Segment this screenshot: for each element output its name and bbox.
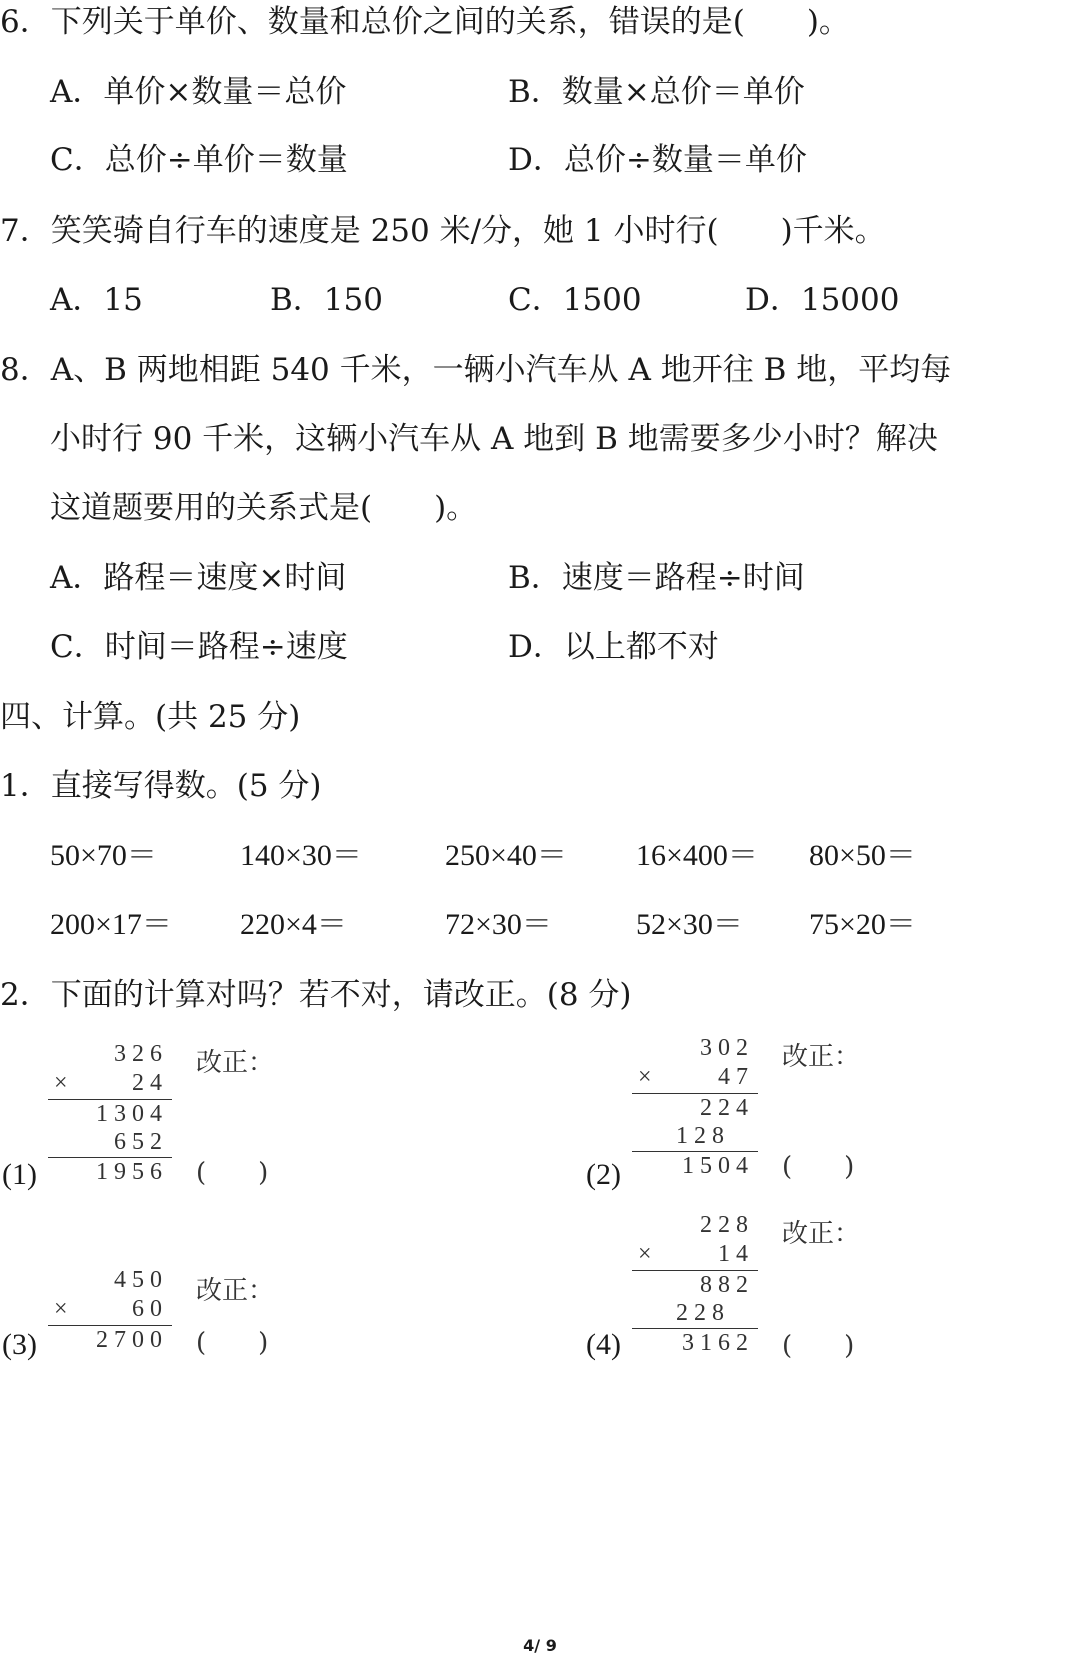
- product: 3162: [682, 1330, 754, 1356]
- calc-item: 50×70＝: [50, 839, 157, 872]
- judge-parentheses: ( ): [196, 1158, 269, 1188]
- partial-product: 652: [114, 1129, 168, 1155]
- times-sign: ×: [638, 1064, 652, 1090]
- partial-product: 228: [676, 1300, 730, 1326]
- partial-product: 882: [700, 1272, 754, 1298]
- q8-option-a: A．路程＝速度×时间: [50, 560, 347, 596]
- q8-stem-line-1: 8．A、B 两地相距 540 千米，一辆小汽车从 A 地开往 B 地，平均每: [0, 352, 952, 388]
- page-number: 4/ 9: [523, 1636, 557, 1655]
- product: 2700: [96, 1327, 168, 1353]
- product: 1956: [96, 1159, 168, 1185]
- q6-option-b: B．数量×总价＝单价: [508, 74, 805, 110]
- times-sign: ×: [54, 1296, 68, 1322]
- item-label: (3): [2, 1328, 37, 1361]
- calc-item: 75×20＝: [809, 908, 916, 941]
- q6-option-c: C．总价÷单价＝数量: [50, 142, 348, 178]
- correction-label: 改正：: [782, 1042, 861, 1072]
- partial-product: 1304: [96, 1101, 168, 1127]
- calc-item: 200×17＝: [50, 908, 172, 941]
- partial-product: 128: [676, 1123, 730, 1149]
- q6-option-d: D．总价÷数量＝单价: [508, 142, 807, 178]
- q6-stem: 6．下列关于单价、数量和总价之间的关系，错误的是( )。: [0, 4, 850, 40]
- q8-stem-line-2: 小时行 90 千米，这辆小汽车从 A 地到 B 地需要多少小时？解决: [50, 421, 938, 457]
- calc-item: 80×50＝: [809, 839, 916, 872]
- calc-item: 72×30＝: [445, 908, 552, 941]
- item-label: (1): [2, 1158, 37, 1191]
- part1-title: 1．直接写得数。(5 分): [0, 768, 322, 804]
- q6-option-a: A．单价×数量＝总价: [50, 74, 347, 110]
- multiplicand: 302: [700, 1035, 754, 1061]
- correction-label: 改正：: [196, 1276, 275, 1306]
- calc-item: 16×400＝: [636, 839, 758, 872]
- vertical-multiplication: [48, 1266, 168, 1356]
- item-label: (2): [586, 1158, 621, 1191]
- q7-option-d: D．15000: [745, 282, 900, 318]
- section-title: 四、计算。(共 25 分): [0, 699, 301, 735]
- multiplicand: 450: [114, 1267, 168, 1293]
- correction-label: 改正：: [196, 1048, 275, 1078]
- q7-stem: 7．笑笑骑自行车的速度是 250 米/分，她 1 小时行( )千米。: [0, 213, 886, 249]
- calc-item: 250×40＝: [445, 839, 567, 872]
- multiplier: 24: [132, 1070, 168, 1096]
- multiplicand: 228: [700, 1212, 754, 1238]
- q8-option-c: C．时间＝路程÷速度: [50, 629, 348, 665]
- multiplier: 14: [718, 1241, 754, 1267]
- vertical-multiplication: [632, 1034, 754, 1184]
- multiplicand: 326: [114, 1041, 168, 1067]
- multiplier: 47: [718, 1064, 754, 1090]
- partial-product: 224: [700, 1095, 754, 1121]
- q7-option-b: B．150: [270, 282, 383, 318]
- product: 1504: [682, 1153, 754, 1179]
- correction-label: 改正：: [782, 1219, 861, 1249]
- judge-parentheses: ( ): [196, 1328, 269, 1358]
- judge-parentheses: ( ): [782, 1331, 855, 1361]
- judge-parentheses: ( ): [782, 1152, 855, 1182]
- calc-item: 140×30＝: [240, 839, 362, 872]
- times-sign: ×: [638, 1241, 652, 1267]
- multiplier: 60: [132, 1296, 168, 1322]
- item-label: (4): [586, 1328, 621, 1361]
- q8-option-d: D．以上都不对: [508, 629, 719, 665]
- q7-option-a: A．15: [50, 282, 143, 318]
- calc-item: 220×4＝: [240, 908, 347, 941]
- part2-title: 2．下面的计算对吗？若不对，请改正。(8 分): [0, 977, 632, 1013]
- q7-option-c: C．1500: [508, 282, 642, 318]
- vertical-multiplication: [48, 1040, 168, 1190]
- calc-item: 52×30＝: [636, 908, 743, 941]
- q8-option-b: B．速度＝路程÷时间: [508, 560, 805, 596]
- vertical-multiplication: [632, 1211, 754, 1361]
- q8-stem-line-3: 这道题要用的关系式是( )。: [50, 490, 478, 526]
- times-sign: ×: [54, 1070, 68, 1096]
